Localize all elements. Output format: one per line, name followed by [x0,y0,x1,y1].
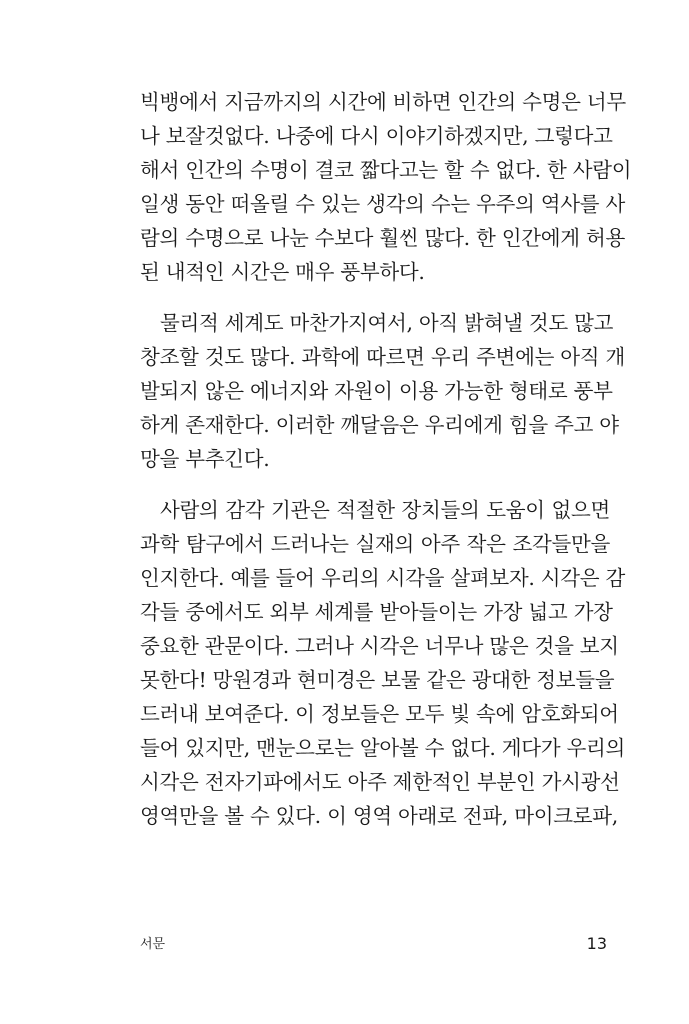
text-line: 인지한다. 예를 들어 우리의 시각을 살펴보자. 시각은 감 [140,566,626,590]
text-line: 못한다! 망원경과 현미경은 보물 같은 광대한 정보들을 [140,668,615,692]
text-line: 나 보잘것없다. 나중에 다시 이야기하겠지만, 그렇다고 [140,124,613,148]
text-line: 빅뱅에서 지금까지의 시간에 비하면 인간의 수명은 너무 [140,90,626,114]
text-line: 영역만을 볼 수 있다. 이 영역 아래로 전파, 마이크로파, [140,804,618,828]
text-line: 발되지 않은 에너지와 자원이 이용 가능한 형태로 풍부 [140,379,613,403]
text-line: 해서 인간의 수명이 결코 짧다고는 할 수 없다. 한 사람이 [140,158,632,182]
text-line: 드러내 보여준다. 이 정보들은 모두 빛 속에 암호화되어 [140,702,619,726]
text-line: 과학 탐구에서 드러나는 실재의 아주 작은 조각들만을 [140,532,610,556]
text-line: 시각은 전자기파에서도 아주 제한적인 부분인 가시광선 [140,770,620,794]
text-line: 된 내적인 시간은 매우 풍부하다. [140,260,425,284]
running-footer-section: 서문 [140,937,166,952]
text-line: 하게 존재한다. 이러한 깨달음은 우리에게 힘을 주고 야 [140,413,619,437]
page-number: 13 [586,934,607,953]
text-line: 들어 있지만, 맨눈으로는 알아볼 수 없다. 게다가 우리의 [140,736,626,760]
text-line: 물리적 세계도 마찬가지여서, 아직 밝혀낼 것도 많고 [160,311,614,335]
text-line: 람의 수명으로 나눈 수보다 훨씬 많다. 한 인간에게 허용 [140,226,626,250]
text-line: 창조할 것도 많다. 과학에 따르면 우리 주변에는 아직 개 [140,345,626,369]
text-line: 각들 중에서도 외부 세계를 받아들이는 가장 넓고 가장 [140,600,613,624]
text-line: 일생 동안 떠올릴 수 있는 생각의 수는 우주의 역사를 사 [140,192,626,216]
text-line: 사람의 감각 기관은 적절한 장치들의 도움이 없으면 [160,498,610,522]
text-line: 중요한 관문이다. 그러나 시각은 너무나 많은 것을 보지 [140,634,619,658]
text-line: 망을 부추긴다. [140,447,270,471]
